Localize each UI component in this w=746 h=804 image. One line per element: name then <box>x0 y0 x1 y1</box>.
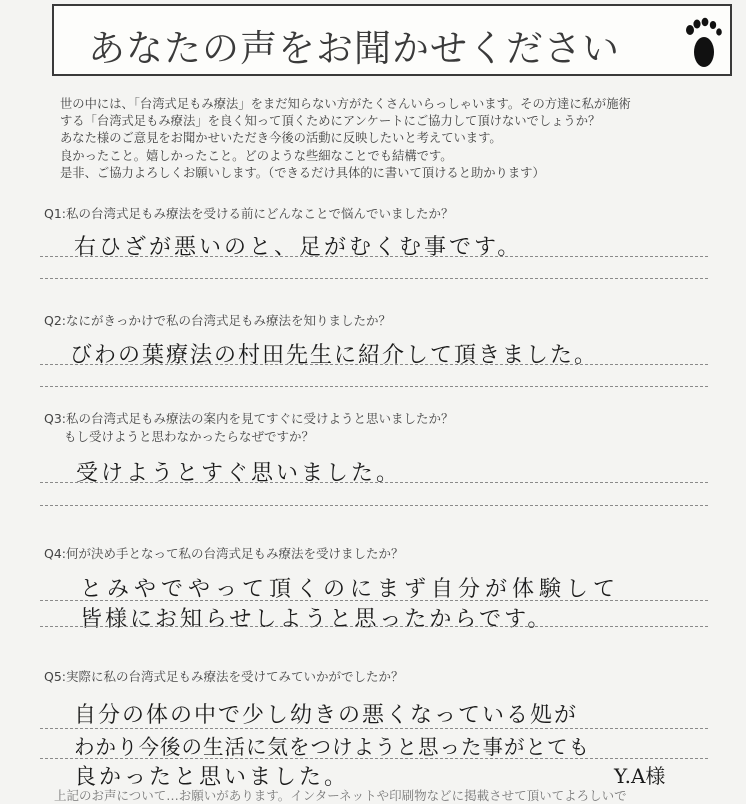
answer-line <box>40 278 708 279</box>
answer-line <box>40 728 708 729</box>
question-text: Q3:私の台湾式足もみ療法の案内を見てすぐに受けようと思いましたか？ <box>44 411 454 426</box>
title-box <box>52 4 732 76</box>
question-text: Q2:なにがきっかけで私の台湾式足もみ療法を知りましたか？ <box>44 313 392 328</box>
answer-line <box>40 256 708 257</box>
answer-line <box>40 626 708 627</box>
intro-line: 良かったこと。嬉しかったこと。どのような些細なことでも結構です。 <box>60 148 453 163</box>
question-3 <box>44 410 724 446</box>
question-text: Q1:私の台湾式足もみ療法を受ける前にどんなことで悩んでいましたか？ <box>44 206 454 221</box>
question-text: Q4:何が決め手となって私の台湾式足もみ療法を受けましたか？ <box>44 546 404 561</box>
intro-line: 是非、ご協力よろしくお願いします。（できるだけ具体的に書いて頂けると助かります） <box>60 165 545 180</box>
question-4 <box>44 545 724 563</box>
footer-note: 上記のお声について…お願いがあります。インターネットや印刷物などに掲載させて頂いてよろしいで <box>54 788 627 803</box>
intro-line: あなた様のご意見をお聞かせいただき今後の活動に反映したいと考えています。 <box>60 131 502 146</box>
answer-2: びわの葉療法の村田先生に紹介して頂きました。 <box>70 343 599 368</box>
answer-4-line-2: 皆様にお知らせしようと思ったからです。 <box>80 607 553 632</box>
answer-5-line-2: わかり今後の生活に気をつけようと思った事がとても <box>74 735 590 759</box>
page-title: あなたの声をお聞かせください <box>88 27 620 70</box>
signature: Y.A様 <box>614 764 666 788</box>
answer-4-line-1: とみやでやって頂くのにまず自分が体験して <box>80 577 621 602</box>
question-text: Q5:実際に私の台湾式足もみ療法を受けてみていかがでしたか？ <box>44 669 404 684</box>
answer-5-line-3: 良かったと思いました。 <box>74 765 350 790</box>
answer-1: 右ひざが悪いのと、足がむくむ事です。 <box>74 235 523 260</box>
answer-line <box>40 505 708 506</box>
question-1 <box>44 205 724 223</box>
question-5 <box>44 668 724 686</box>
answer-line <box>40 386 708 387</box>
intro-line: 世の中には、「台湾式足もみ療法」をまだ知らない方がたくさんいらっしゃいます。その方達に私が施術 <box>60 97 631 111</box>
answer-3: 受けようとすぐ思いました。 <box>76 461 402 486</box>
answer-line <box>40 758 708 759</box>
answer-line <box>40 364 708 365</box>
intro-line: する「台湾式足もみ療法」を良く知って頂くためにアンケートにご協力して頂けないでしょうか？ <box>60 114 601 129</box>
answer-line <box>40 600 708 601</box>
footprint-icon <box>682 16 722 72</box>
intro-text <box>60 96 720 182</box>
question-2 <box>44 312 724 330</box>
answer-5-line-1: 自分の体の中で少し幼きの悪くなっている処が <box>74 703 579 728</box>
question-text: もし受けようと思わなかったらなぜですか？ <box>64 429 315 444</box>
answer-line <box>40 482 708 483</box>
